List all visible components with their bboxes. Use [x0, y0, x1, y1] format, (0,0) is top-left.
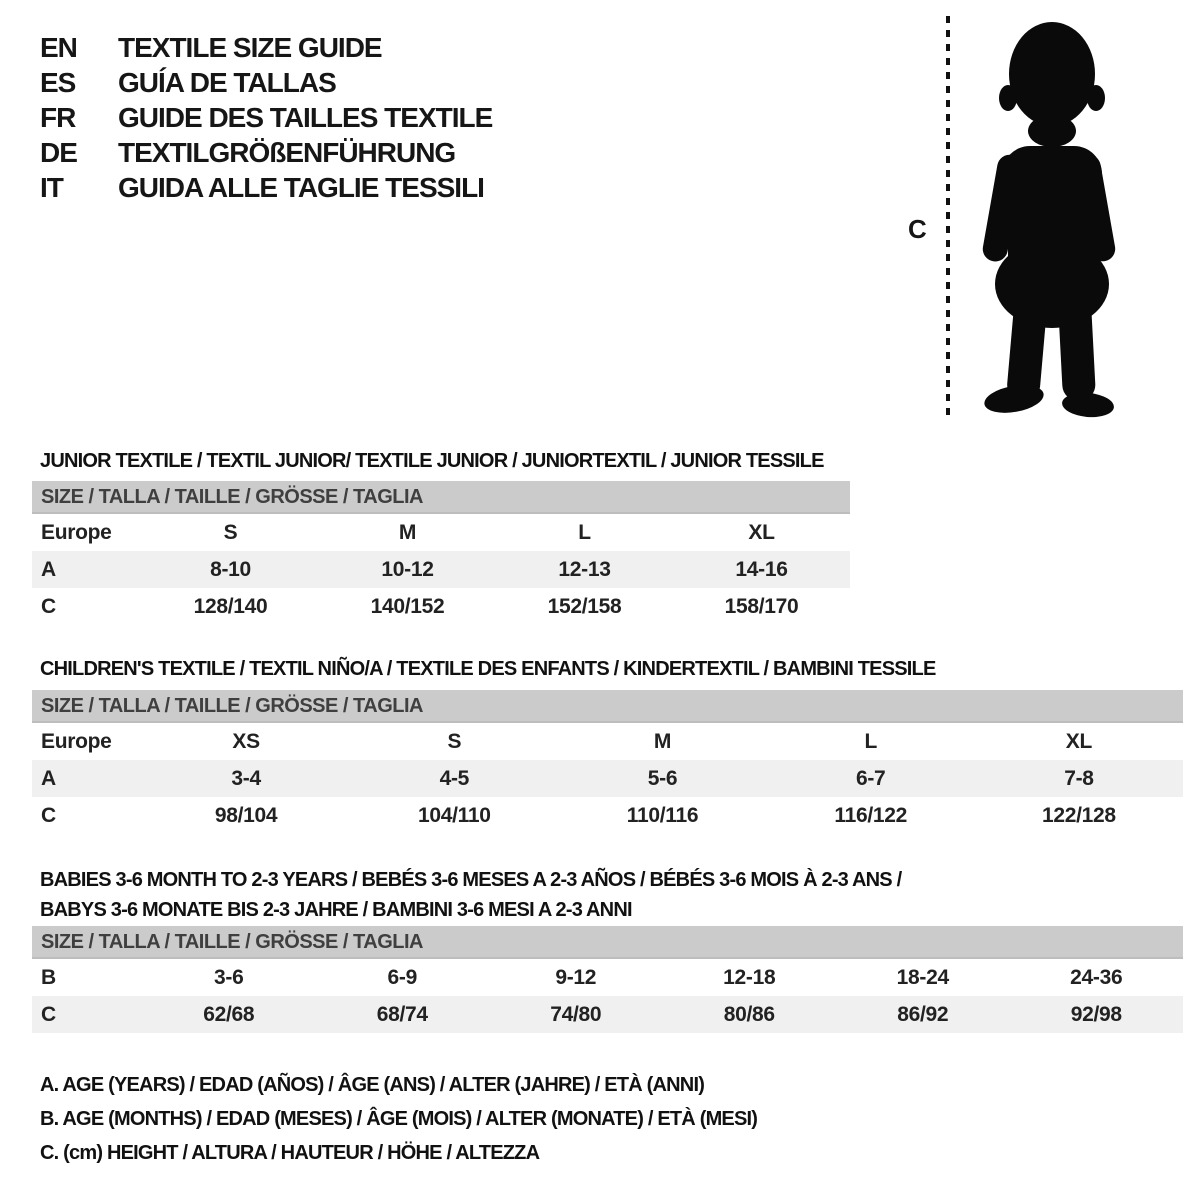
language-row [40, 135, 492, 170]
height-cell: 98/104 [214, 803, 278, 827]
lang-title: TEXTILE SIZE GUIDE [118, 31, 382, 63]
age-cell: 12-13 [558, 557, 611, 581]
months-cell: 18-24 [896, 965, 949, 989]
row-label: C [41, 803, 56, 827]
height-cell: 116/122 [834, 803, 908, 827]
size-cell: XL [1065, 729, 1093, 753]
lang-title: GUÍA DE TALLAS [118, 66, 336, 98]
height-cell: 152/158 [547, 594, 622, 618]
months-cell: 3-6 [214, 965, 244, 989]
height-cell: 80/86 [723, 1002, 775, 1026]
junior-size-table [32, 481, 850, 625]
age-cell: 7-8 [1064, 766, 1094, 790]
language-row [40, 170, 492, 205]
language-row [40, 100, 492, 135]
months-cell: 24-36 [1070, 965, 1123, 989]
children-size-table [32, 690, 1183, 834]
lang-title: GUIDE DES TAILLES TEXTILE [118, 101, 493, 133]
lang-code: ES [40, 66, 76, 98]
height-cell: 92/98 [1070, 1002, 1122, 1026]
table-row-height [32, 996, 1183, 1033]
height-cell: 140/152 [370, 594, 445, 618]
size-header-bar: SIZE / TALLA / TAILLE / GRÖSSE / TAGLIA [32, 690, 1183, 723]
height-cell: 158/170 [724, 594, 799, 618]
babies-title-line1: BABIES 3-6 MONTH TO 2-3 YEARS / BEBÉS 3-6 MESES A 2-3 AÑOS / BÉBÉS 3-6 MOIS À 2-3 ANS / [40, 868, 902, 891]
height-dashed-line [946, 16, 950, 416]
months-cell: 6-9 [387, 965, 417, 989]
lang-code: IT [40, 171, 63, 203]
babies-size-table [32, 926, 1183, 1033]
height-cell: 62/68 [203, 1002, 255, 1026]
height-cell: 74/80 [550, 1002, 602, 1026]
height-measure-label: C [908, 214, 927, 244]
size-cell: XL [748, 520, 775, 544]
lang-title: TEXTILGRÖßENFÜHRUNG [118, 136, 456, 168]
lang-code: EN [40, 31, 77, 63]
row-label: C [41, 1002, 56, 1026]
size-cell: L [864, 729, 877, 753]
language-row [40, 65, 492, 100]
table-row-age [32, 551, 850, 588]
height-cell: 104/110 [417, 803, 491, 827]
row-label: A [41, 766, 56, 790]
children-section-title: CHILDREN'S TEXTILE / TEXTIL NIÑO/A / TEXTILE DES ENFANTS / KINDERTEXTIL / BAMBINI TESSILE [40, 657, 936, 680]
lang-code: DE [40, 136, 77, 168]
size-cell: S [447, 729, 462, 753]
height-cell: 86/92 [897, 1002, 949, 1026]
lang-code: FR [40, 101, 76, 133]
language-row [40, 30, 492, 65]
height-cell: 110/116 [626, 803, 699, 827]
measure-legend [40, 1068, 757, 1170]
age-cell: 6-7 [855, 766, 886, 790]
months-cell: 9-12 [555, 965, 597, 989]
table-row-europe [32, 723, 1183, 760]
table-row-height [32, 797, 1183, 834]
size-header-bar: SIZE / TALLA / TAILLE / GRÖSSE / TAGLIA [32, 926, 1183, 959]
age-cell: 4-5 [439, 766, 470, 790]
legend-age-years: A. AGE (YEARS) / EDAD (AÑOS) / ÂGE (ANS) / ALTER (JAHRE) / ETÀ (ANNI) [40, 1074, 705, 1096]
height-cell: 128/140 [193, 594, 268, 618]
months-cell: 12-18 [723, 965, 776, 989]
height-cell: 68/74 [376, 1002, 428, 1026]
size-cell: M [398, 520, 417, 544]
babies-section-title [40, 865, 901, 925]
age-cell: 3-4 [231, 766, 261, 790]
legend-height-cm: C. (cm) HEIGHT / ALTURA / HAUTEUR / HÖHE / ALTEZZA [40, 1142, 540, 1164]
junior-section-title: JUNIOR TEXTILE / TEXTIL JUNIOR/ TEXTILE JUNIOR / JUNIORTEXTIL / JUNIOR TESSILE [40, 449, 824, 472]
age-cell: 5-6 [647, 766, 678, 790]
row-label: A [41, 557, 56, 581]
age-cell: 10-12 [381, 557, 434, 581]
babies-title-line2: BABYS 3-6 MONATE BIS 2-3 JAHRE / BAMBINI 3-6 MESI A 2-3 ANNI [40, 898, 632, 921]
size-header-bar: SIZE / TALLA / TAILLE / GRÖSSE / TAGLIA [32, 481, 850, 514]
size-cell: M [653, 729, 672, 753]
legend-age-months: B. AGE (MONTHS) / EDAD (MESES) / ÂGE (MOIS) / ALTER (MONATE) / ETÀ (MESI) [40, 1108, 758, 1130]
baby-silhouette-icon [962, 14, 1140, 418]
table-row-height [32, 588, 850, 625]
size-cell: XS [232, 729, 260, 753]
table-row-months [32, 959, 1183, 996]
row-label: B [41, 965, 56, 989]
height-cell: 122/128 [1042, 803, 1116, 827]
language-title-list [40, 30, 492, 205]
row-label: C [41, 594, 56, 618]
age-cell: 8-10 [210, 557, 251, 581]
size-cell: S [223, 520, 238, 544]
table-row-europe [32, 514, 850, 551]
lang-title: GUIDA ALLE TAGLIE TESSILI [118, 171, 484, 203]
row-label: Europe [41, 520, 112, 544]
table-row-age [32, 760, 1183, 797]
age-cell: 14-16 [735, 557, 788, 581]
row-label: Europe [41, 729, 112, 753]
size-cell: L [578, 520, 591, 544]
